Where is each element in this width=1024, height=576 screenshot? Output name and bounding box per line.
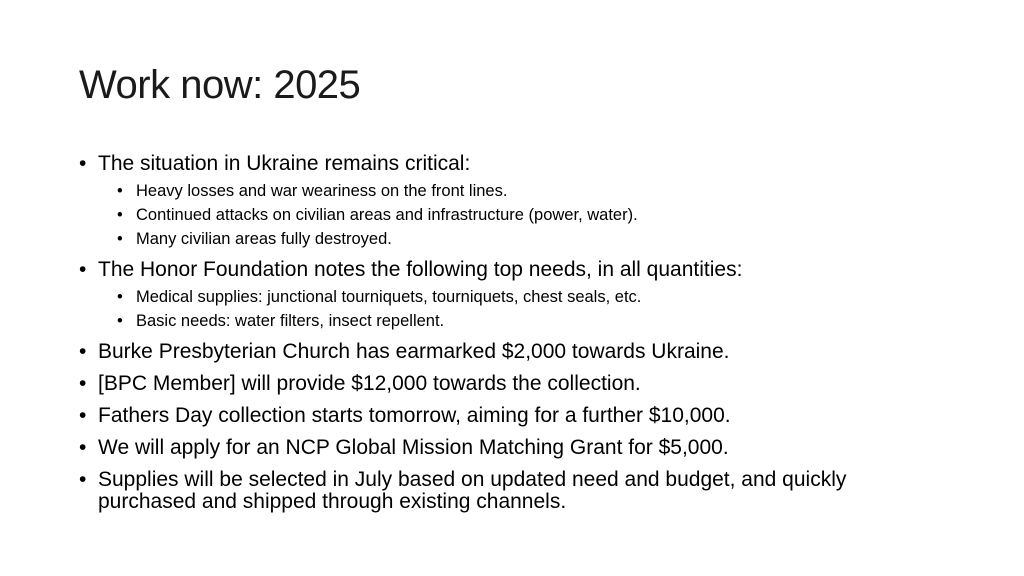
sub-bullet-text: Heavy losses and war weariness on the front lines.: [136, 182, 508, 200]
bullet-text: Supplies will be selected in July based on updated need and budget, and quickly purchased and shipped through existing channels.: [98, 468, 847, 513]
sub-bullet-item: [79, 181, 949, 201]
sub-bullet-item: [79, 287, 949, 307]
bullet-item: [79, 437, 949, 459]
sub-bullet-item: [79, 205, 949, 225]
bullet-icon: •: [79, 372, 87, 395]
bullet-item: [79, 469, 949, 513]
bullet-text: [BPC Member] will provide $12,000 towards the collection.: [98, 372, 641, 395]
bullet-icon: •: [117, 182, 123, 200]
bullet-icon: •: [79, 468, 87, 491]
bullet-text: The Honor Foundation notes the following top needs, in all quantities:: [98, 258, 743, 281]
bullet-icon: •: [117, 288, 123, 306]
sub-bullet-item: [79, 229, 949, 249]
bullet-text: We will apply for an NCP Global Mission Matching Grant for $5,000.: [98, 436, 729, 459]
sub-bullet-text: Basic needs: water filters, insect repellent.: [136, 312, 445, 330]
bullet-text: Fathers Day collection starts tomorrow, aiming for a further $10,000.: [98, 404, 731, 427]
bullet-icon: •: [79, 340, 87, 363]
bullet-item: [79, 259, 949, 281]
bullet-item: [79, 341, 949, 363]
bullet-icon: •: [117, 206, 123, 224]
slide-title: Work now: 2025: [79, 63, 361, 107]
sub-bullet-item: [79, 311, 949, 331]
bullet-icon: •: [79, 404, 87, 427]
bullet-item: [79, 153, 949, 175]
bullet-text: The situation in Ukraine remains critical:: [98, 152, 471, 175]
bullet-icon: •: [117, 230, 123, 248]
sub-bullet-text: Many civilian areas fully destroyed.: [136, 230, 392, 248]
bullet-text: Burke Presbyterian Church has earmarked $2,000 towards Ukraine.: [98, 340, 730, 363]
sub-bullet-text: Medical supplies: junctional tourniquets, tourniquets, chest seals, etc.: [136, 288, 642, 306]
bullet-item: [79, 373, 949, 395]
sub-bullet-text: Continued attacks on civilian areas and infrastructure (power, water).: [136, 206, 638, 224]
bullet-list: [79, 150, 949, 513]
bullet-icon: •: [79, 436, 87, 459]
bullet-icon: •: [79, 152, 87, 175]
bullet-icon: •: [79, 258, 87, 281]
bullet-icon: •: [117, 312, 123, 330]
bullet-item: [79, 405, 949, 427]
